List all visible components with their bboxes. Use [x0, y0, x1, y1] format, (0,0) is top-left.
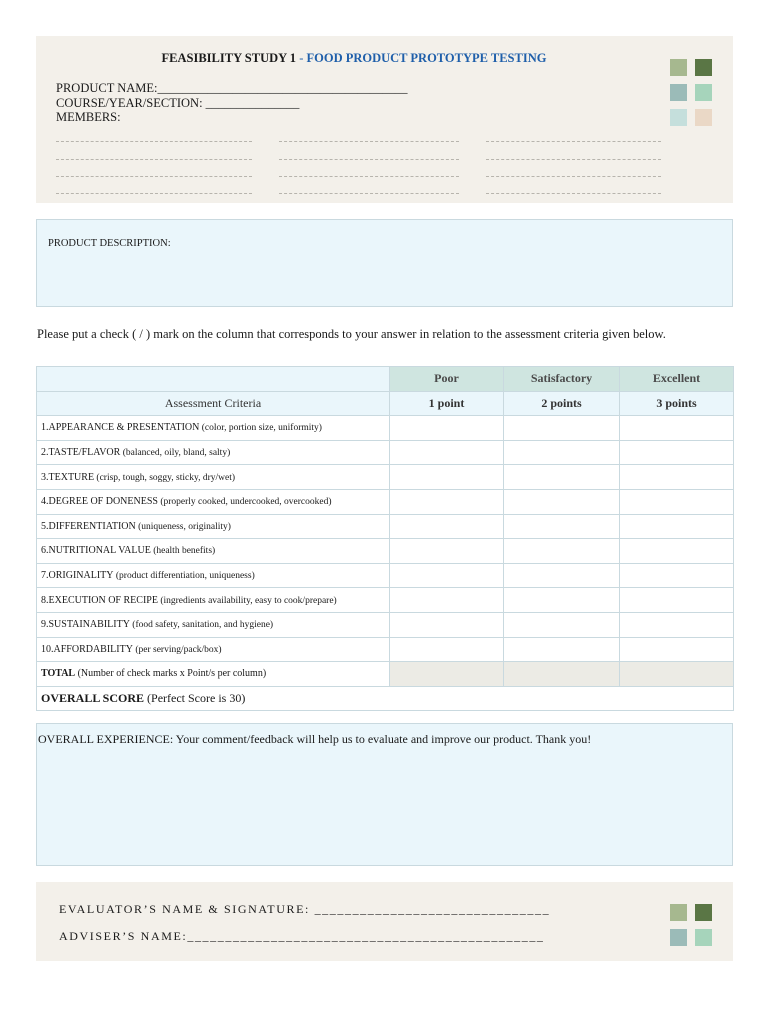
criteria-detail: (product differentiation, uniqueness) [113, 571, 255, 582]
check-cell-excellent[interactable] [620, 440, 734, 465]
check-cell-excellent[interactable] [620, 539, 734, 564]
check-cell-poor[interactable] [390, 612, 504, 637]
criteria-detail: (health benefits) [150, 546, 216, 557]
check-cell-satisfactory[interactable] [504, 563, 620, 588]
header-empty-cell [37, 367, 390, 392]
total-cell-satisfactory[interactable] [504, 662, 620, 687]
rating-header-excellent: Excellent [620, 367, 734, 392]
rating-header-poor: Poor [390, 367, 504, 392]
check-cell-poor[interactable] [390, 563, 504, 588]
criteria-label-cell [37, 489, 390, 514]
product-description-box[interactable] [36, 219, 733, 307]
overall-experience-box[interactable] [36, 723, 733, 866]
criteria-label-cell [37, 612, 390, 637]
instruction-text: Please put a check ( / ) mark on the column that corresponds to your answer in relation to the assessment criteria given below. [37, 327, 666, 341]
criteria-label-cell [37, 465, 390, 490]
check-cell-satisfactory[interactable] [504, 465, 620, 490]
criteria-name: 7.ORIGINALITY [41, 570, 114, 582]
total-label: TOTAL [41, 668, 76, 680]
criteria-label-cell [37, 563, 390, 588]
check-cell-poor[interactable] [390, 539, 504, 564]
check-cell-excellent[interactable] [620, 588, 734, 613]
criteria-label-cell [37, 416, 390, 441]
criteria-header: Assessment Criteria [37, 391, 390, 416]
criteria-name: 9.SUSTAINABILITY [41, 619, 130, 631]
criteria-label-cell [37, 440, 390, 465]
criteria-row [37, 514, 734, 539]
total-cell-excellent[interactable] [620, 662, 734, 687]
check-cell-excellent[interactable] [620, 465, 734, 490]
check-cell-excellent[interactable] [620, 612, 734, 637]
total-label-cell [37, 662, 390, 687]
check-cell-satisfactory[interactable] [504, 514, 620, 539]
criteria-detail: (color, portion size, uniformity) [199, 423, 322, 434]
total-cell-poor[interactable] [390, 662, 504, 687]
title-separator: - [296, 51, 307, 65]
criteria-row [37, 637, 734, 662]
criteria-name: 6.NUTRITIONAL VALUE [41, 545, 151, 557]
check-cell-excellent[interactable] [620, 514, 734, 539]
check-cell-poor[interactable] [390, 440, 504, 465]
criteria-row [37, 465, 734, 490]
criteria-detail: (crisp, tough, soggy, sticky, dry/wet) [94, 472, 236, 483]
criteria-detail: (food safety, sanitation, and hygiene) [129, 620, 274, 631]
criteria-detail: (uniqueness, originality) [135, 521, 231, 532]
criteria-label-cell [37, 637, 390, 662]
check-cell-satisfactory[interactable] [504, 539, 620, 564]
decor-square [670, 59, 687, 76]
adviser-name-field[interactable]: ADVISER’S NAME:_______________________________________________ [59, 929, 545, 943]
header-panel [36, 36, 733, 203]
decor-square [670, 904, 687, 921]
check-cell-satisfactory[interactable] [504, 489, 620, 514]
title-subtitle: FOOD PRODUCT PROTOTYPE TESTING [306, 51, 547, 65]
decor-square [670, 929, 687, 946]
decor-square [695, 59, 712, 76]
criteria-name: 4.DEGREE OF DONENESS [41, 496, 158, 508]
points-header-satisfactory: 2 points [504, 391, 620, 416]
check-cell-poor[interactable] [390, 637, 504, 662]
check-cell-satisfactory[interactable] [504, 637, 620, 662]
check-cell-satisfactory[interactable] [504, 612, 620, 637]
criteria-row [37, 588, 734, 613]
check-cell-poor[interactable] [390, 465, 504, 490]
check-cell-excellent[interactable] [620, 416, 734, 441]
criteria-row [37, 539, 734, 564]
criteria-detail: (ingredients availability, easy to cook/prepare) [157, 595, 337, 606]
footer-panel [36, 882, 733, 961]
criteria-name: 5.DIFFERENTIATION [41, 520, 136, 532]
points-header-poor: 1 point [390, 391, 504, 416]
criteria-row [37, 489, 734, 514]
criteria-name: 3.TEXTURE [41, 471, 95, 483]
check-cell-excellent[interactable] [620, 563, 734, 588]
criteria-label-cell [37, 514, 390, 539]
decor-square [670, 109, 687, 126]
criteria-row [37, 416, 734, 441]
overall-score-label: OVERALL SCORE [41, 691, 145, 706]
criteria-name: 2.TASTE/FLAVOR [41, 447, 121, 459]
decor-square [695, 929, 712, 946]
members-label: MEMBERS: [56, 110, 121, 124]
check-cell-poor[interactable] [390, 514, 504, 539]
decor-square [695, 109, 712, 126]
criteria-detail: (per serving/pack/box) [132, 644, 222, 655]
total-detail: (Number of check marks x Point/s per column) [75, 668, 267, 680]
check-cell-excellent[interactable] [620, 489, 734, 514]
check-cell-poor[interactable] [390, 489, 504, 514]
rating-header-satisfactory: Satisfactory [504, 367, 620, 392]
criteria-name: 1.APPEARANCE & PRESENTATION [41, 422, 200, 434]
decor-square [695, 904, 712, 921]
check-cell-satisfactory[interactable] [504, 416, 620, 441]
check-cell-satisfactory[interactable] [504, 440, 620, 465]
overall-score-cell[interactable] [37, 686, 734, 711]
criteria-name: 10.AFFORDABILITY [41, 643, 133, 655]
check-cell-poor[interactable] [390, 588, 504, 613]
decor-square [695, 84, 712, 101]
decor-square [670, 84, 687, 101]
overall-experience-label: OVERALL EXPERIENCE: Your comment/feedback will help us to evaluate and improve our product. Thank you! [38, 732, 592, 746]
criteria-name: 8.EXECUTION OF RECIPE [41, 594, 158, 606]
overall-score-detail: (Perfect Score is 30) [144, 691, 246, 706]
criteria-row [37, 612, 734, 637]
points-header-excellent: 3 points [620, 391, 734, 416]
title-main: FEASIBILITY STUDY 1 [161, 51, 297, 65]
criteria-label-cell [37, 539, 390, 564]
product-description-label: PRODUCT DESCRIPTION: [48, 238, 171, 249]
product-name-field[interactable]: PRODUCT NAME:________________________________________ [56, 81, 408, 95]
course-field[interactable]: COURSE/YEAR/SECTION: _______________ [56, 96, 300, 110]
evaluator-signature-field[interactable]: EVALUATOR’S NAME & SIGNATURE: _______________________________ [59, 902, 551, 916]
criteria-row [37, 440, 734, 465]
check-cell-poor[interactable] [390, 416, 504, 441]
criteria-row [37, 563, 734, 588]
criteria-detail: (balanced, oily, bland, salty) [120, 448, 231, 459]
form-title [36, 51, 672, 66]
check-cell-satisfactory[interactable] [504, 588, 620, 613]
criteria-label-cell [37, 588, 390, 613]
assessment-table [36, 366, 734, 711]
criteria-detail: (properly cooked, undercooked, overcooked) [157, 497, 332, 508]
check-cell-excellent[interactable] [620, 637, 734, 662]
